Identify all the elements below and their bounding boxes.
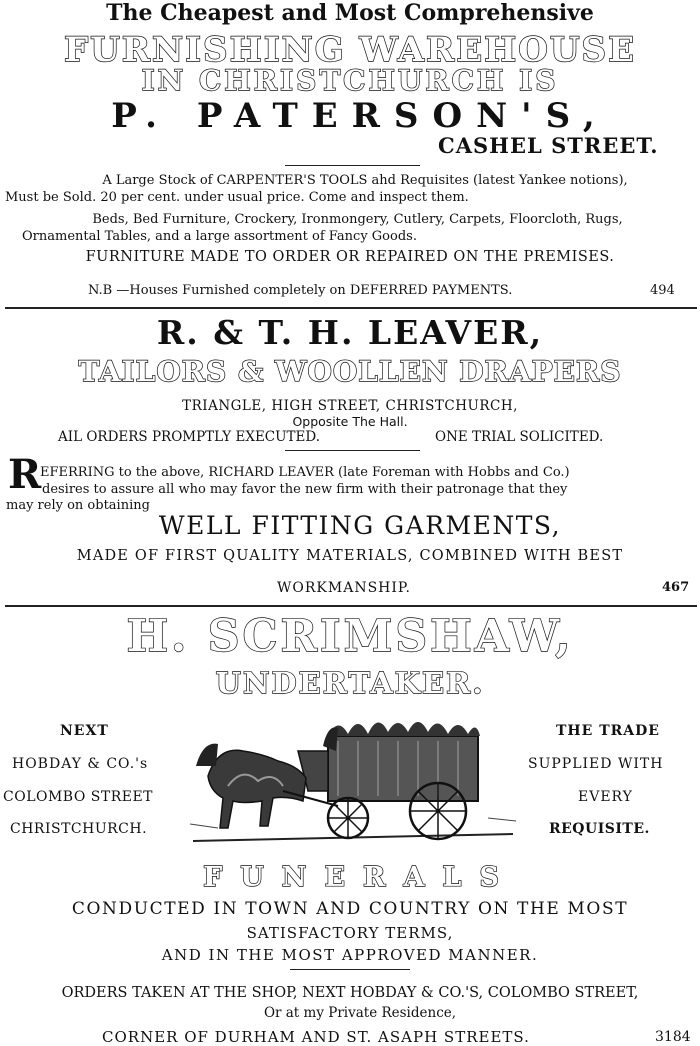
ad1-para2-line1: Beds, Bed Furniture, Crockery, Ironmongery, Cutlery, Carpets, Floorcloth, Rugs, — [92, 212, 623, 227]
ad3-left-col-1: NEXT — [60, 723, 109, 739]
ad3-right-col-2: SUPPLIED WITH — [528, 756, 664, 772]
ad3-trade: UNDERTAKER. — [215, 666, 485, 700]
hearse-illustration — [188, 706, 518, 848]
ad3-corner: CORNER OF DURHAM AND ST. ASAPH STREETS. — [102, 1028, 530, 1046]
ad3-right-col-1: THE TRADE — [556, 723, 660, 739]
ad3-ref-number: 3184 — [655, 1029, 691, 1045]
ad2-orders-left: AIL ORDERS PROMPTLY EXECUTED. — [58, 429, 321, 445]
ad1-title-line2: IN CHRISTCHURCH IS — [141, 64, 559, 97]
ad3-residence: Or at my Private Residence, — [263, 1005, 457, 1021]
scrimshaw-advertisement — [0, 606, 700, 1045]
ad3-left-col-3: COLOMBO STREET — [3, 789, 154, 805]
ad2-divider — [285, 450, 420, 451]
ad3-conducted: CONDUCTED IN TOWN AND COUNTRY ON THE MOST — [71, 899, 629, 919]
ad1-para1-line2: Must be Sold. 20 per cent. under usual price. Come and inspect them. — [5, 190, 469, 205]
ad2-made-line: MADE OF FIRST QUALITY MATERIALS, COMBINED WITH BEST — [76, 548, 624, 564]
ad3-orders-line: ORDERS TAKEN AT THE SHOP, NEXT HOBDAY & CO.'S, COLOMBO STREET, — [61, 985, 639, 1001]
ad1-para1-line1: A Large Stock of CARPENTER'S TOOLS ahd Requisites (latest Yankee notions), — [102, 173, 628, 188]
leaver-advertisement — [0, 308, 700, 603]
ad2-workmanship: WORKMANSHIP. — [277, 580, 411, 596]
ad2-headline: WELL FITTING GARMENTS, — [158, 511, 562, 540]
ad3-left-col-2: HOBDAY & CO.'s — [12, 756, 149, 772]
ad2-trade: TAILORS & WOOLLEN DRAPERS — [78, 355, 622, 388]
ad2-para-line2: desires to assure all who may favor the new firm with their patronage that they — [42, 482, 568, 497]
ad1-para2-line2: Ornamental Tables, and a large assortment of Fancy Goods. — [22, 229, 417, 244]
ad1-divider — [285, 165, 420, 166]
ad2-drop-cap: R — [8, 451, 42, 498]
ad2-address: TRIANGLE, HIGH STREET, CHRISTCHURCH, — [182, 398, 518, 414]
paterson-advertisement — [0, 0, 700, 305]
ad1-name: P. PATERSON'S, — [111, 96, 609, 136]
ad3-name: H. SCRIMSHAW, — [126, 611, 574, 662]
ad1-furniture-line: FURNITURE MADE TO ORDER OR REPAIRED ON THE PREMISES. — [85, 249, 615, 265]
ad3-right-col-4: REQUISITE. — [549, 821, 650, 837]
ad1-title-line1: FURNISHING WAREHOUSE — [64, 30, 636, 70]
ad3-divider — [290, 969, 410, 970]
rear-wheel — [410, 783, 466, 839]
ad1-heading: The Cheapest and Most Comprehensive — [106, 0, 594, 26]
ad3-left-col-4: CHRISTCHURCH. — [10, 821, 148, 837]
ad3-approved: AND IN THE MOST APPROVED MANNER. — [161, 946, 539, 964]
ad3-funerals: FUNERALS — [203, 862, 517, 893]
ad2-para-line1: EFERRING to the above, RICHARD LEAVER (late Foreman with Hobbs and Co.) — [40, 465, 570, 480]
ad2-para-line3: may rely on obtaining — [6, 498, 150, 513]
ad2-opposite: Opposite The Hall. — [292, 414, 408, 429]
ad1-nb-line: N.B —Houses Furnished completely on DEFERRED PAYMENTS. — [88, 283, 513, 298]
ad3-satisfactory: SATISFACTORY TERMS, — [246, 924, 454, 942]
ad1-ref-number: 494 — [650, 283, 675, 298]
ad1-address: CASHEL STREET. — [438, 133, 659, 158]
ad2-name: R. & T. H. LEAVER, — [156, 313, 544, 352]
ad2-ref-number: 467 — [662, 580, 690, 595]
ad2-orders-right: ONE TRIAL SOLICITED. — [435, 429, 604, 445]
ad3-right-col-3: EVERY — [578, 789, 633, 805]
